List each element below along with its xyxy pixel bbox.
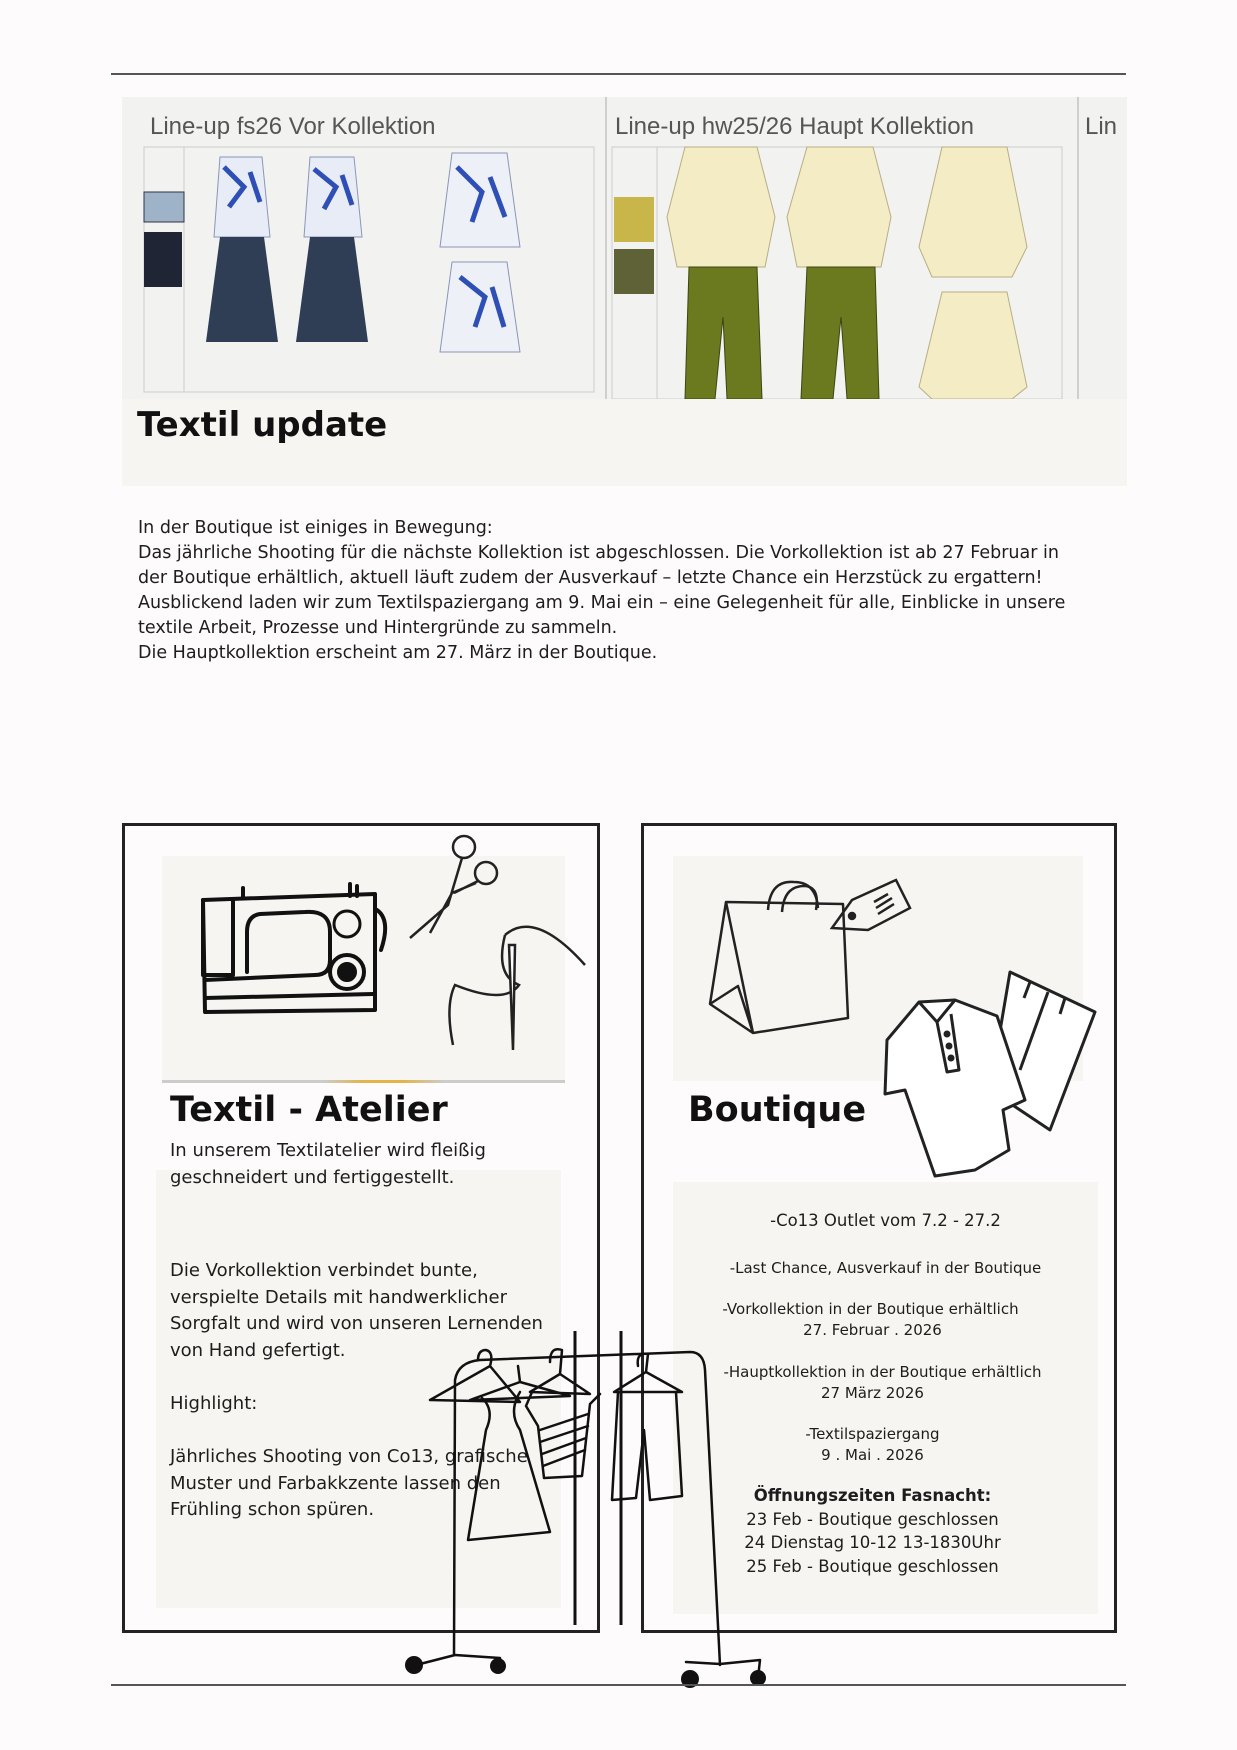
atelier-body: Die Vorkollektion verbindet bunte, verspielte Details mit handwerklicher Sorgfalt und wird von unseren Lernenden von Hand gefertigt. <box>170 1260 543 1361</box>
haupt-kollektion-sketch <box>607 97 1077 399</box>
price-tag-icon <box>830 878 910 938</box>
clothing-rack-icon <box>400 1330 800 1690</box>
intro-line: Ausblickend laden wir zum Textilspaziergang am 9. Mai ein – eine Gelegenheit für alle, Einblicke in unsere textile Arbeit, Prozesse und Hintergründe zu sammeln. <box>138 593 1066 638</box>
opening-hours-line: 25 Feb - Boutique geschlossen <box>746 1556 999 1576</box>
vor-kollektion-sketch <box>122 97 605 399</box>
atelier-title: Textil - Atelier <box>170 1090 448 1130</box>
atelier-illustration-divider <box>162 1080 565 1083</box>
boutique-item-line: -Hauptkollektion in der Boutique erhältlich <box>723 1363 1042 1381</box>
section-title: Textil update <box>137 405 388 445</box>
lineup-panel-haupt <box>607 97 1079 399</box>
boutique-item-date: 9 . Mai . 2026 <box>821 1446 924 1464</box>
atelier-subtitle: In unserem Textilatelier wird fleißig geschneidert und fertiggestellt. <box>170 1140 486 1188</box>
boutique-item-line: -Co13 Outlet vom 7.2 - 27.2 <box>770 1211 1001 1230</box>
intro-text <box>138 516 1078 666</box>
sewing-machine-icon <box>195 880 395 1030</box>
boutique-item-date: 27 März 2026 <box>821 1384 924 1402</box>
bottom-rule <box>111 1684 1126 1686</box>
needle-thread-icon <box>445 915 585 1055</box>
section-header <box>122 399 1127 486</box>
lineup-panel-vor <box>122 97 607 399</box>
intro-line: In der Boutique ist einiges in Bewegung: <box>138 518 493 538</box>
boutique-item-line: -Last Chance, Ausverkauf in der Boutique <box>729 1259 1042 1277</box>
boutique-item-line: -Vorkollektion in der Boutique erhältlich <box>722 1300 1019 1318</box>
top-rule <box>111 73 1126 75</box>
intro-line: Die Hauptkollektion erscheint am 27. März in der Boutique. <box>138 643 658 663</box>
lineup-label: Lin <box>1085 113 1118 140</box>
boutique-item <box>673 1208 1098 1235</box>
polo-shirt-icon <box>885 1000 1030 1180</box>
boutique-item-line: -Textilspaziergang <box>805 1425 940 1443</box>
opening-hours-line: 23 Feb - Boutique geschlossen <box>746 1509 999 1529</box>
opening-hours-title: Öffnungszeiten Fasnacht: <box>753 1486 992 1505</box>
highlight-label: Highlight: <box>170 1393 258 1414</box>
hero-image <box>122 97 1127 399</box>
boutique-item <box>673 1258 1098 1279</box>
boutique-title: Boutique <box>688 1090 867 1130</box>
lineup-panel-partial <box>1079 97 1127 399</box>
intro-line: Das jährliche Shooting für die nächste Kollektion ist abgeschlossen. Die Vorkollektion ist ab 27 Februar in der Boutique erhältlich, aktuell läuft zudem der Ausverkauf – letzte Chance ein Herzstück zu ergattern! <box>138 543 1059 588</box>
lineup-label: Line-up fs26 Vor Kollektion <box>150 113 436 140</box>
lineup-label: Line-up hw25/26 Haupt Kollektion <box>615 113 974 140</box>
opening-hours-line: 24 Dienstag 10-12 13-1830Uhr <box>744 1533 1001 1552</box>
boutique-item-date: 27. Februar . 2026 <box>803 1321 942 1339</box>
highlight-text: Jährliches Shooting von Co13, grafische Muster und Farbakkzente lassen den Frühling schon spüren. <box>170 1446 528 1520</box>
